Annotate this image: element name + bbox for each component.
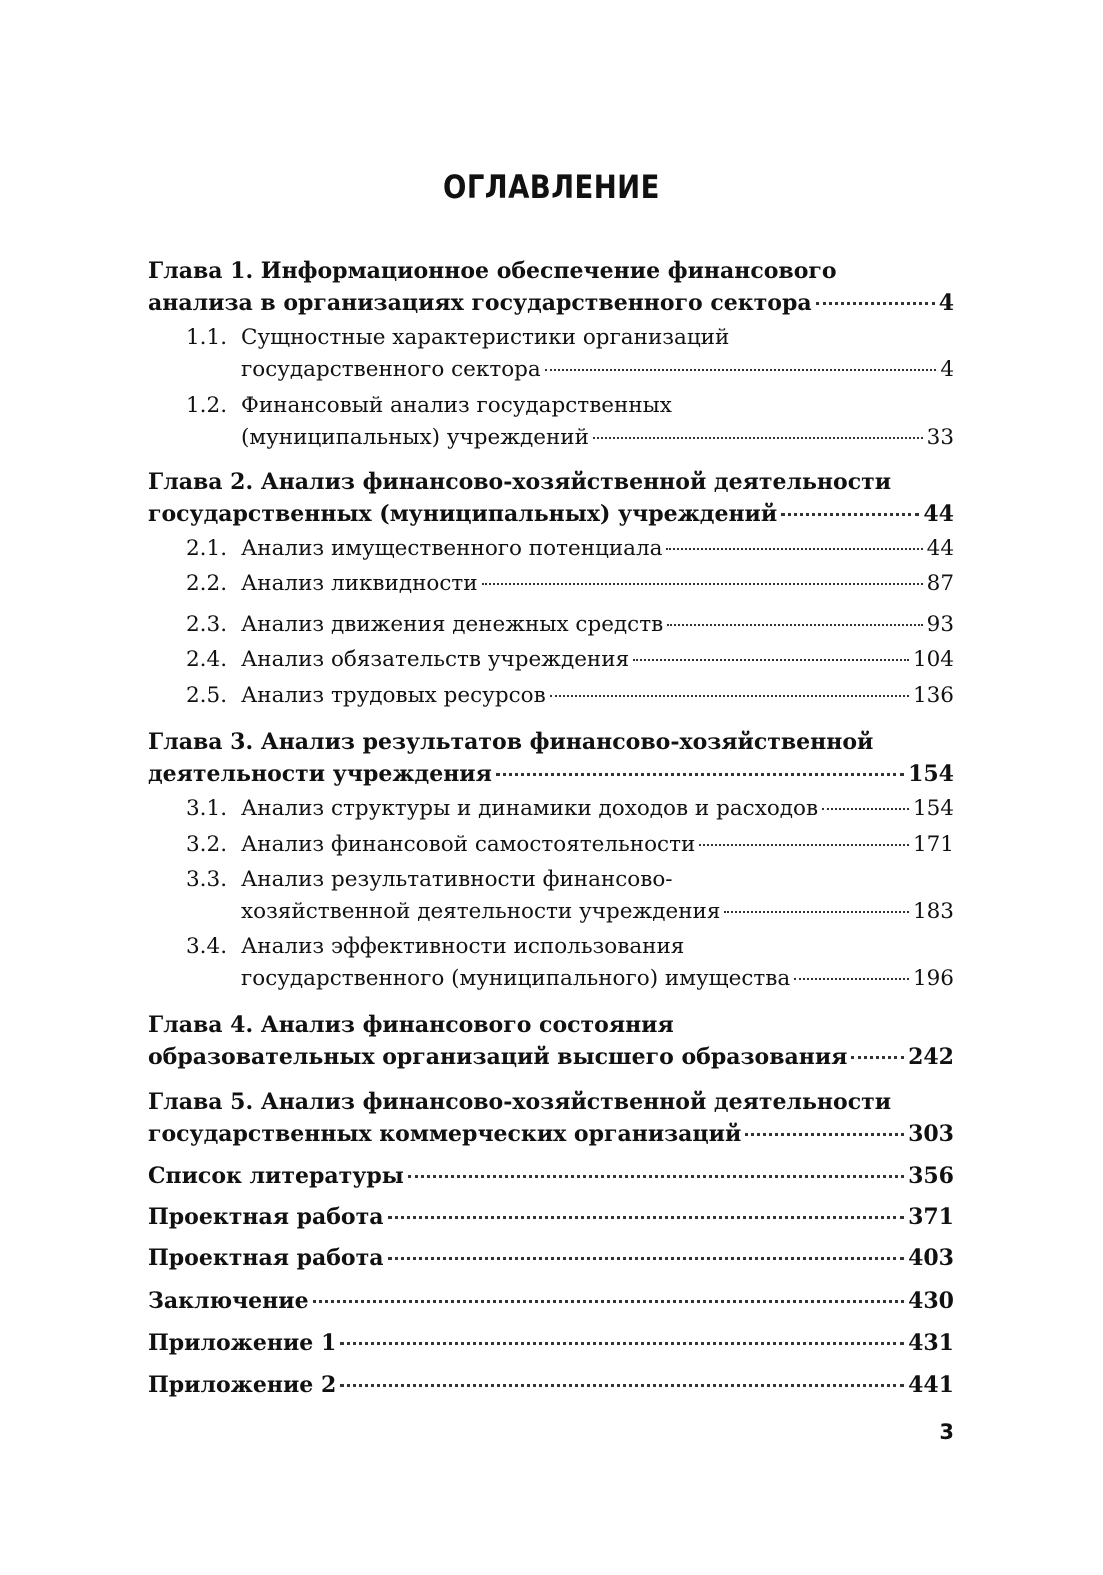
toc-page-number: 87 xyxy=(926,571,954,596)
toc-title-line: Анализ структуры и динамики доходов и расходов xyxy=(241,796,819,821)
toc-page-number: 44 xyxy=(923,501,954,527)
toc-title-line: (муниципальных) учреждений xyxy=(241,425,589,450)
toc-section-2-1[interactable] xyxy=(186,533,954,565)
toc-section-number: 3.1. xyxy=(186,796,228,821)
toc-chapter-3[interactable] xyxy=(148,726,954,790)
toc-section-1-2[interactable] xyxy=(186,390,954,454)
toc-title-line: хозяйственной деятельности учреждения xyxy=(241,899,721,924)
toc-section-number: 2.3. xyxy=(186,612,228,637)
dot-leader xyxy=(340,1384,904,1387)
toc-title-line: Анализ движения денежных средств xyxy=(241,612,664,637)
toc-title-line: Глава 1. Информационное обеспечение финансового xyxy=(148,258,837,284)
toc-appendix-2[interactable] xyxy=(148,1369,954,1401)
dot-leader xyxy=(822,808,909,810)
toc-title-line: Анализ результативности финансово- xyxy=(241,867,673,892)
dot-leader xyxy=(781,513,919,516)
toc-page-number: 196 xyxy=(912,966,954,991)
dot-leader xyxy=(794,978,909,980)
toc-section-number: 2.2. xyxy=(186,571,228,596)
toc-page-number: 356 xyxy=(908,1163,954,1189)
toc-bibliography[interactable] xyxy=(148,1160,954,1192)
toc-page-number: 303 xyxy=(908,1121,954,1147)
toc-chapter-4[interactable] xyxy=(148,1009,954,1073)
toc-page-number: 171 xyxy=(912,832,954,857)
toc-page-number: 44 xyxy=(926,536,954,561)
dot-leader xyxy=(340,1342,904,1345)
toc-section-2-3[interactable] xyxy=(186,609,954,641)
toc-section-3-2[interactable] xyxy=(186,829,954,861)
toc-section-2-4[interactable] xyxy=(186,644,954,676)
toc-section-number: 2.5. xyxy=(186,683,228,708)
toc-section-2-5[interactable] xyxy=(186,680,954,712)
toc-page-number: 154 xyxy=(908,761,954,787)
toc-title-line: Заключение xyxy=(148,1288,309,1314)
toc-page-number: 403 xyxy=(908,1245,954,1271)
toc-conclusion[interactable] xyxy=(148,1285,954,1317)
dot-leader xyxy=(496,773,904,776)
dot-leader xyxy=(593,437,923,439)
toc-appendix-1[interactable] xyxy=(148,1327,954,1359)
toc-section-2-2[interactable] xyxy=(186,568,954,600)
toc-title-line: Анализ обязательств учреждения xyxy=(241,647,630,672)
dot-leader xyxy=(667,624,922,626)
dot-leader xyxy=(482,583,923,585)
toc-page-number: 154 xyxy=(912,796,954,821)
toc-page-number: 430 xyxy=(908,1288,954,1314)
toc-section-number: 3.4. xyxy=(186,934,228,959)
toc-section-3-4[interactable] xyxy=(186,931,954,995)
dot-leader xyxy=(408,1175,904,1178)
dot-leader xyxy=(816,302,935,305)
toc-page-number: 242 xyxy=(908,1044,954,1070)
toc-page-number: 104 xyxy=(912,647,954,672)
dot-leader xyxy=(545,369,937,371)
toc-title-line: Анализ ликвидности xyxy=(241,571,478,596)
toc-title-line: Сущностные характеристики организаций xyxy=(241,325,730,350)
toc-title-line: анализа в организациях государственного сектора xyxy=(148,290,812,316)
toc-page-number: 136 xyxy=(912,683,954,708)
toc-section-number: 2.4. xyxy=(186,647,228,672)
toc-page-number: 431 xyxy=(908,1330,954,1356)
toc-title-line: государственных (муниципальных) учреждений xyxy=(148,501,778,527)
toc-section-number: 3.3. xyxy=(186,867,228,892)
toc-section-3-3[interactable] xyxy=(186,864,954,928)
toc-title-line: Проектная работа xyxy=(148,1204,384,1230)
toc-title-line: Анализ финансовой самостоятельности xyxy=(241,832,696,857)
dot-leader xyxy=(388,1216,905,1219)
toc-project-work-2[interactable] xyxy=(148,1242,954,1274)
toc-section-1-1[interactable] xyxy=(186,322,954,386)
dot-leader xyxy=(666,548,922,550)
toc-page-number: 371 xyxy=(908,1204,954,1230)
toc-title-line: государственного (муниципального) имущества xyxy=(241,966,791,991)
page-title: ОГЛАВЛЕНИЕ xyxy=(442,168,660,206)
toc-page-number: 441 xyxy=(908,1372,954,1398)
toc-title-line: Проектная работа xyxy=(148,1245,384,1271)
toc-title-line: деятельности учреждения xyxy=(148,761,492,787)
dot-leader xyxy=(699,844,909,846)
dot-leader xyxy=(724,911,909,913)
toc-title-line: Финансовый анализ государственных xyxy=(241,393,672,418)
toc-title-line: Глава 3. Анализ результатов финансово-хозяйственной xyxy=(148,729,874,755)
toc-title-line: Приложение 1 xyxy=(148,1330,337,1356)
toc-title-line: Анализ имущественного потенциала xyxy=(241,536,663,561)
toc-title-line: государственных коммерческих организаций xyxy=(148,1121,742,1147)
toc-page-number: 33 xyxy=(926,425,954,450)
toc-section-number: 2.1. xyxy=(186,536,228,561)
toc-chapter-1[interactable] xyxy=(148,255,954,319)
toc-title-line: Список литературы xyxy=(148,1163,404,1189)
toc-title-line: Приложение 2 xyxy=(148,1372,337,1398)
toc-page-number: 93 xyxy=(926,612,954,637)
dot-leader xyxy=(388,1257,905,1260)
toc-chapter-2[interactable] xyxy=(148,466,954,530)
toc-title-line: образовательных организаций высшего образования xyxy=(148,1044,848,1070)
toc-page-number: 183 xyxy=(912,899,954,924)
toc-title-line: Анализ эффективности использования xyxy=(241,934,685,959)
toc-title-line: Глава 4. Анализ финансового состояния xyxy=(148,1012,674,1038)
toc-section-number: 1.1. xyxy=(186,325,228,350)
dot-leader xyxy=(745,1133,904,1136)
toc-page-number: 4 xyxy=(938,290,954,316)
toc-title-line: Анализ трудовых ресурсов xyxy=(241,683,546,708)
dot-leader xyxy=(633,659,909,661)
dot-leader xyxy=(851,1056,904,1059)
dot-leader xyxy=(550,695,909,697)
toc-section-number: 3.2. xyxy=(186,832,228,857)
dot-leader xyxy=(313,1300,904,1303)
toc-title-line: государственного сектора xyxy=(241,357,541,382)
toc-project-work-1[interactable] xyxy=(148,1201,954,1233)
toc-section-3-1[interactable] xyxy=(186,793,954,825)
toc-title-line: Глава 5. Анализ финансово-хозяйственной деятельности xyxy=(148,1089,892,1115)
toc-title-line: Глава 2. Анализ финансово-хозяйственной деятельности xyxy=(148,469,892,495)
toc-page-number: 4 xyxy=(940,357,954,382)
toc-section-number: 1.2. xyxy=(186,393,228,418)
page-number: 3 xyxy=(939,1420,954,1444)
toc-chapter-5[interactable] xyxy=(148,1086,954,1150)
